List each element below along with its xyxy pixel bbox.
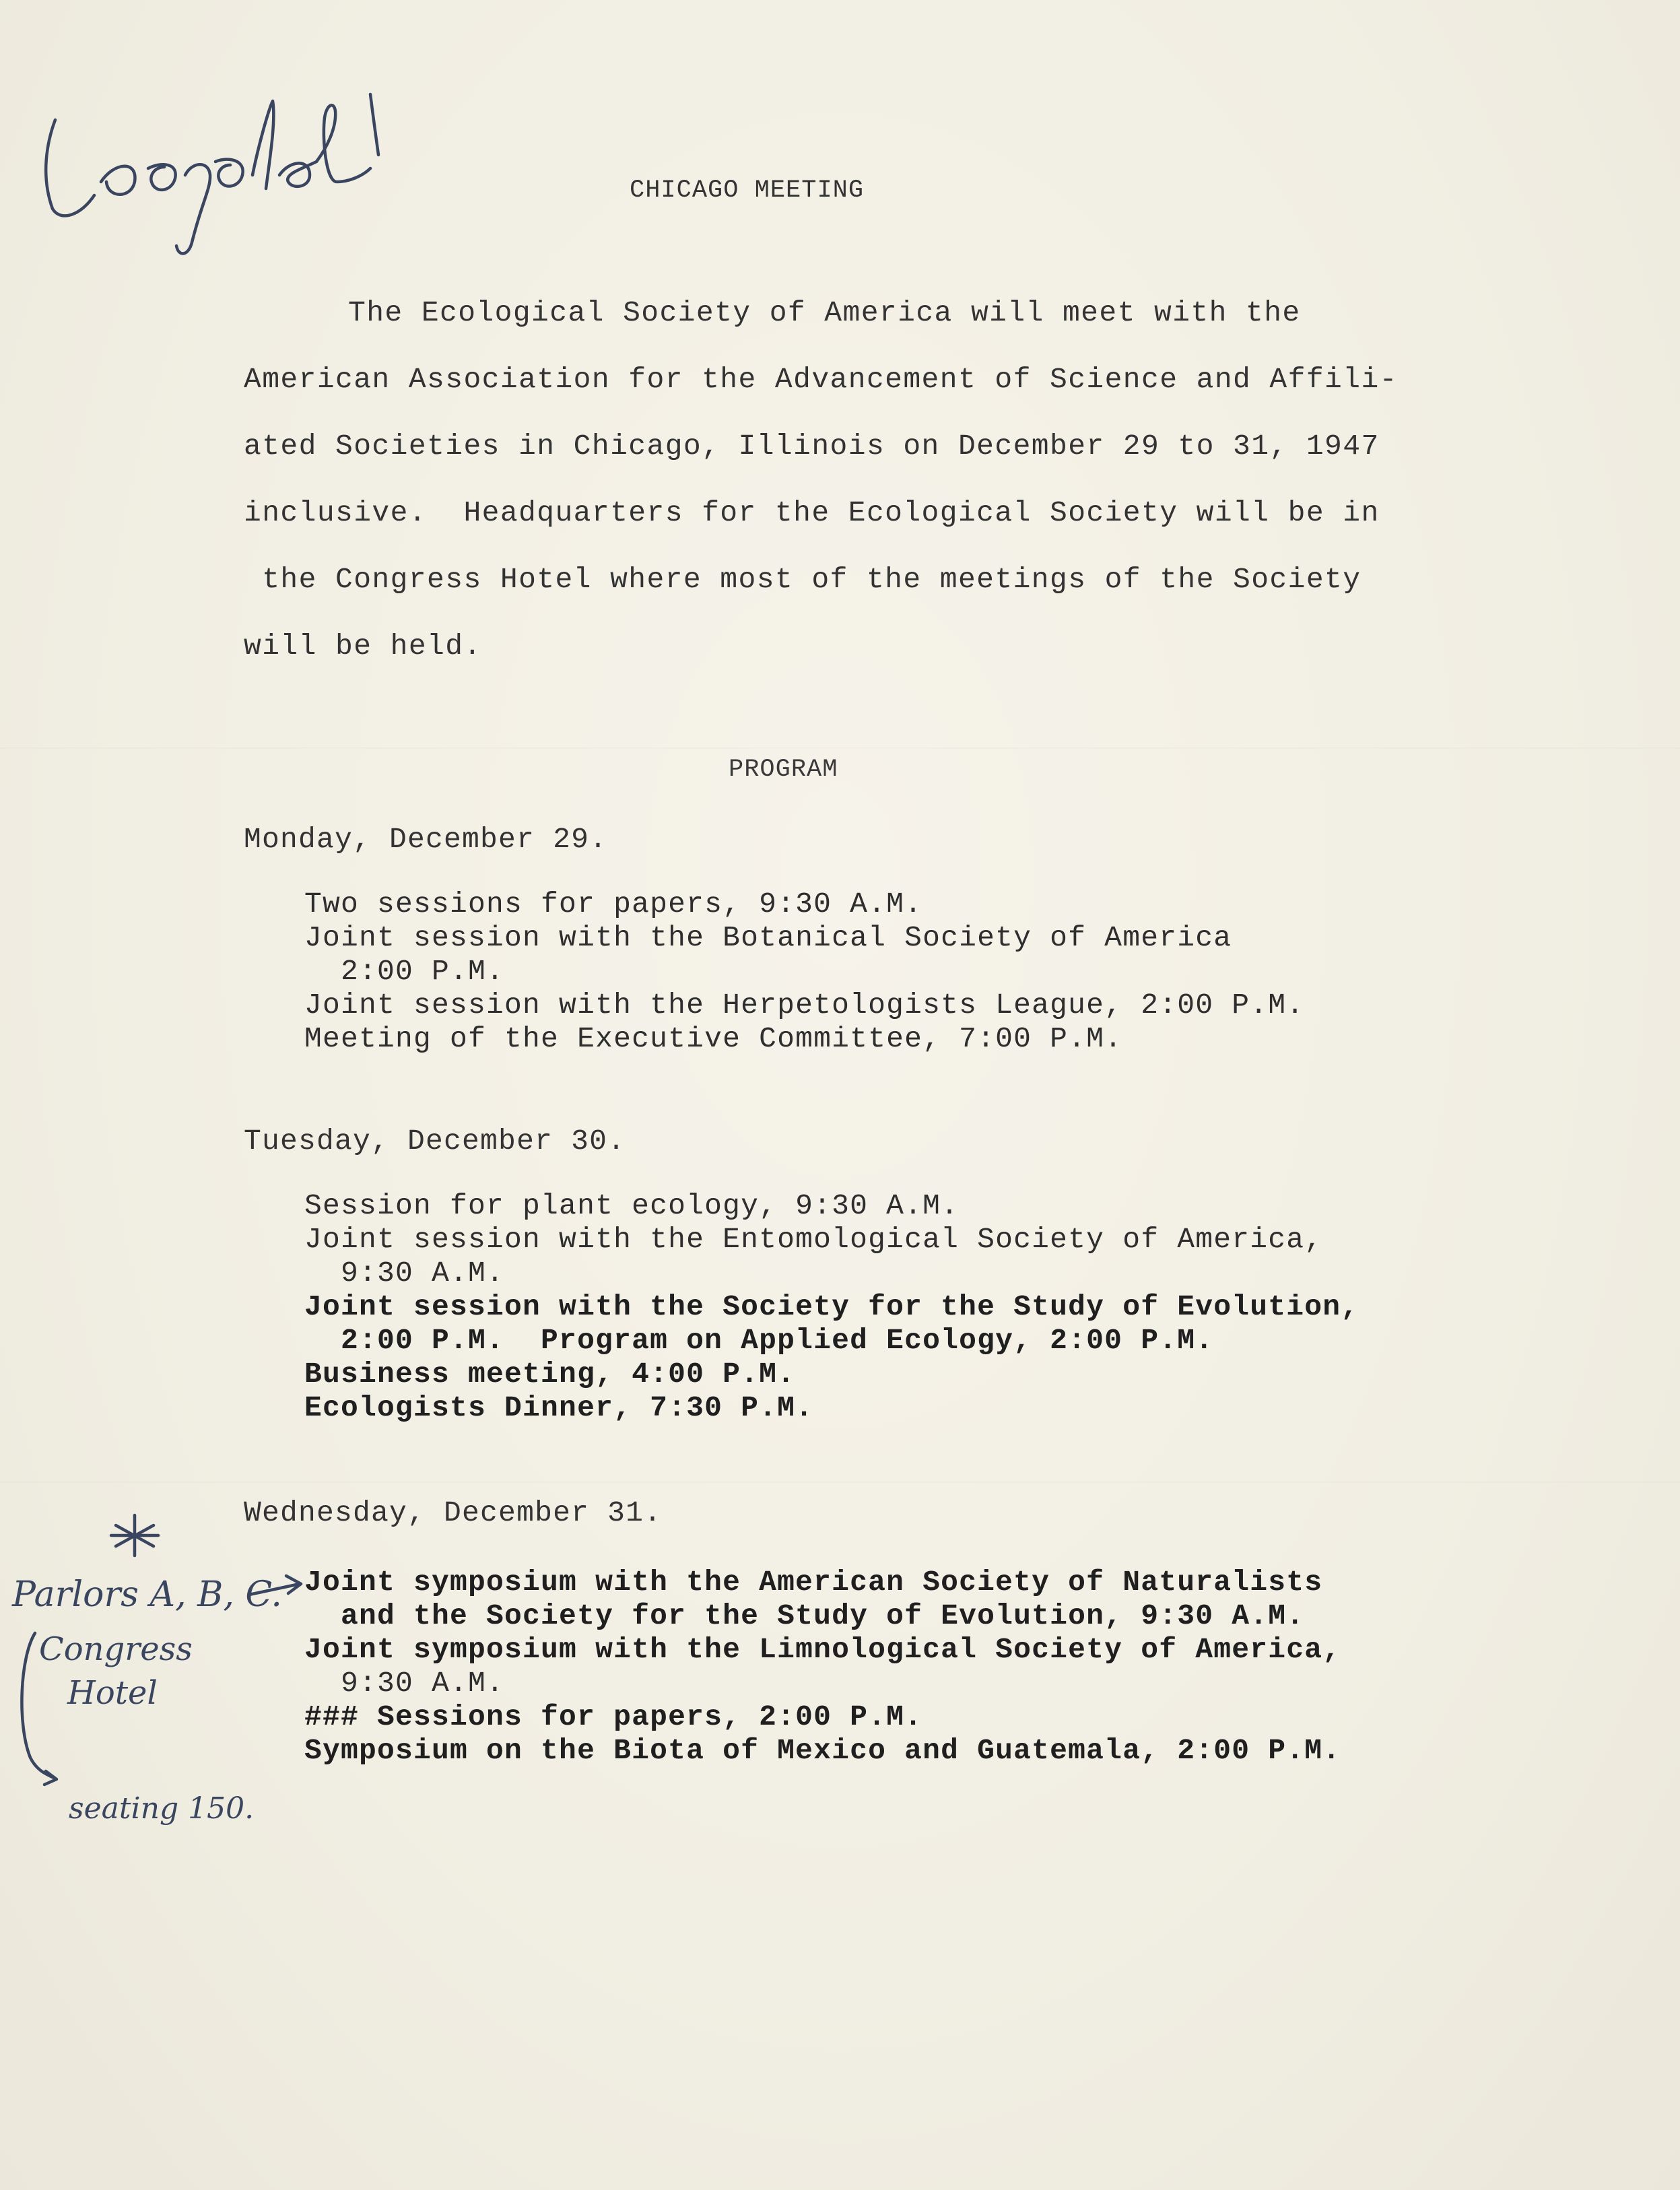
wednesday-items — [304, 1566, 1341, 1768]
intro-line: the Congress Hotel where most of the meetings of the Society — [244, 563, 1362, 596]
program-item: ### Sessions for papers, 2:00 P.M. — [304, 1700, 923, 1733]
day-heading-monday: Monday, December 29. — [244, 823, 608, 856]
program-item: Ecologists Dinner, 7:30 P.M. — [304, 1391, 814, 1424]
margin-note-line1: Parlors A, B, C. — [12, 1574, 282, 1615]
program-item: Joint symposium with the Limnological Society of America, — [304, 1633, 1341, 1666]
handwritten-signature — [20, 81, 397, 269]
paper-fold-line — [0, 1482, 1680, 1484]
program-item: and the Society for the Study of Evolution, 9:30 A.M. — [304, 1599, 1305, 1632]
paper-fold-line — [0, 748, 1680, 750]
program-item: Joint session with the Herpetologists League, 2:00 P.M. — [304, 989, 1305, 1022]
program-item: Joint session with the Botanical Society of America — [304, 921, 1232, 954]
intro-line: ated Societies in Chicago, Illinois on December 29 to 31, 1947 — [244, 430, 1380, 463]
intro-line: The Ecological Society of America will meet with the — [348, 296, 1301, 329]
program-item: Joint session with the Entomological Society of America, — [304, 1223, 1323, 1256]
program-item: Symposium on the Biota of Mexico and Guatemala, 2:00 P.M. — [304, 1734, 1341, 1767]
program-item: Business meeting, 4:00 P.M. — [304, 1358, 796, 1391]
day-heading-wednesday: Wednesday, December 31. — [244, 1496, 663, 1529]
intro-line: will be held. — [244, 630, 482, 663]
asterisk-mark — [111, 1515, 158, 1556]
intro-paragraph — [244, 279, 1577, 679]
program-item: Session for plant ecology, 9:30 A.M. — [304, 1189, 960, 1222]
document-title: CHICAGO MEETING — [630, 176, 865, 205]
program-item: Meeting of the Executive Committee, 7:00 P.M. — [304, 1022, 1123, 1055]
intro-line: American Association for the Advancement of Science and Affili- — [244, 363, 1398, 396]
handwritten-margin-note — [0, 1502, 316, 1852]
program-item: Joint symposium with the American Society of Naturalists — [304, 1566, 1323, 1599]
program-item: 9:30 A.M. — [304, 1667, 505, 1700]
program-item: Joint session with the Society for the Study of Evolution, — [304, 1290, 1359, 1323]
program-item: 2:00 P.M. Program on Applied Ecology, 2:00 P.M. — [304, 1324, 1214, 1357]
margin-note-line3: Hotel — [67, 1674, 158, 1712]
program-heading: PROGRAM — [729, 756, 838, 784]
intro-line: inclusive. Headquarters for the Ecological Society will be in — [244, 496, 1380, 529]
program-item: 2:00 P.M. — [304, 955, 505, 988]
monday-items — [304, 888, 1304, 1056]
margin-note-line2: Congress — [39, 1630, 193, 1668]
tuesday-items — [304, 1189, 1359, 1425]
margin-note-line4: seating 150. — [69, 1791, 255, 1826]
program-item: Two sessions for papers, 9:30 A.M. — [304, 888, 923, 921]
program-item: 9:30 A.M. — [304, 1257, 505, 1290]
day-heading-tuesday: Tuesday, December 30. — [244, 1125, 626, 1158]
